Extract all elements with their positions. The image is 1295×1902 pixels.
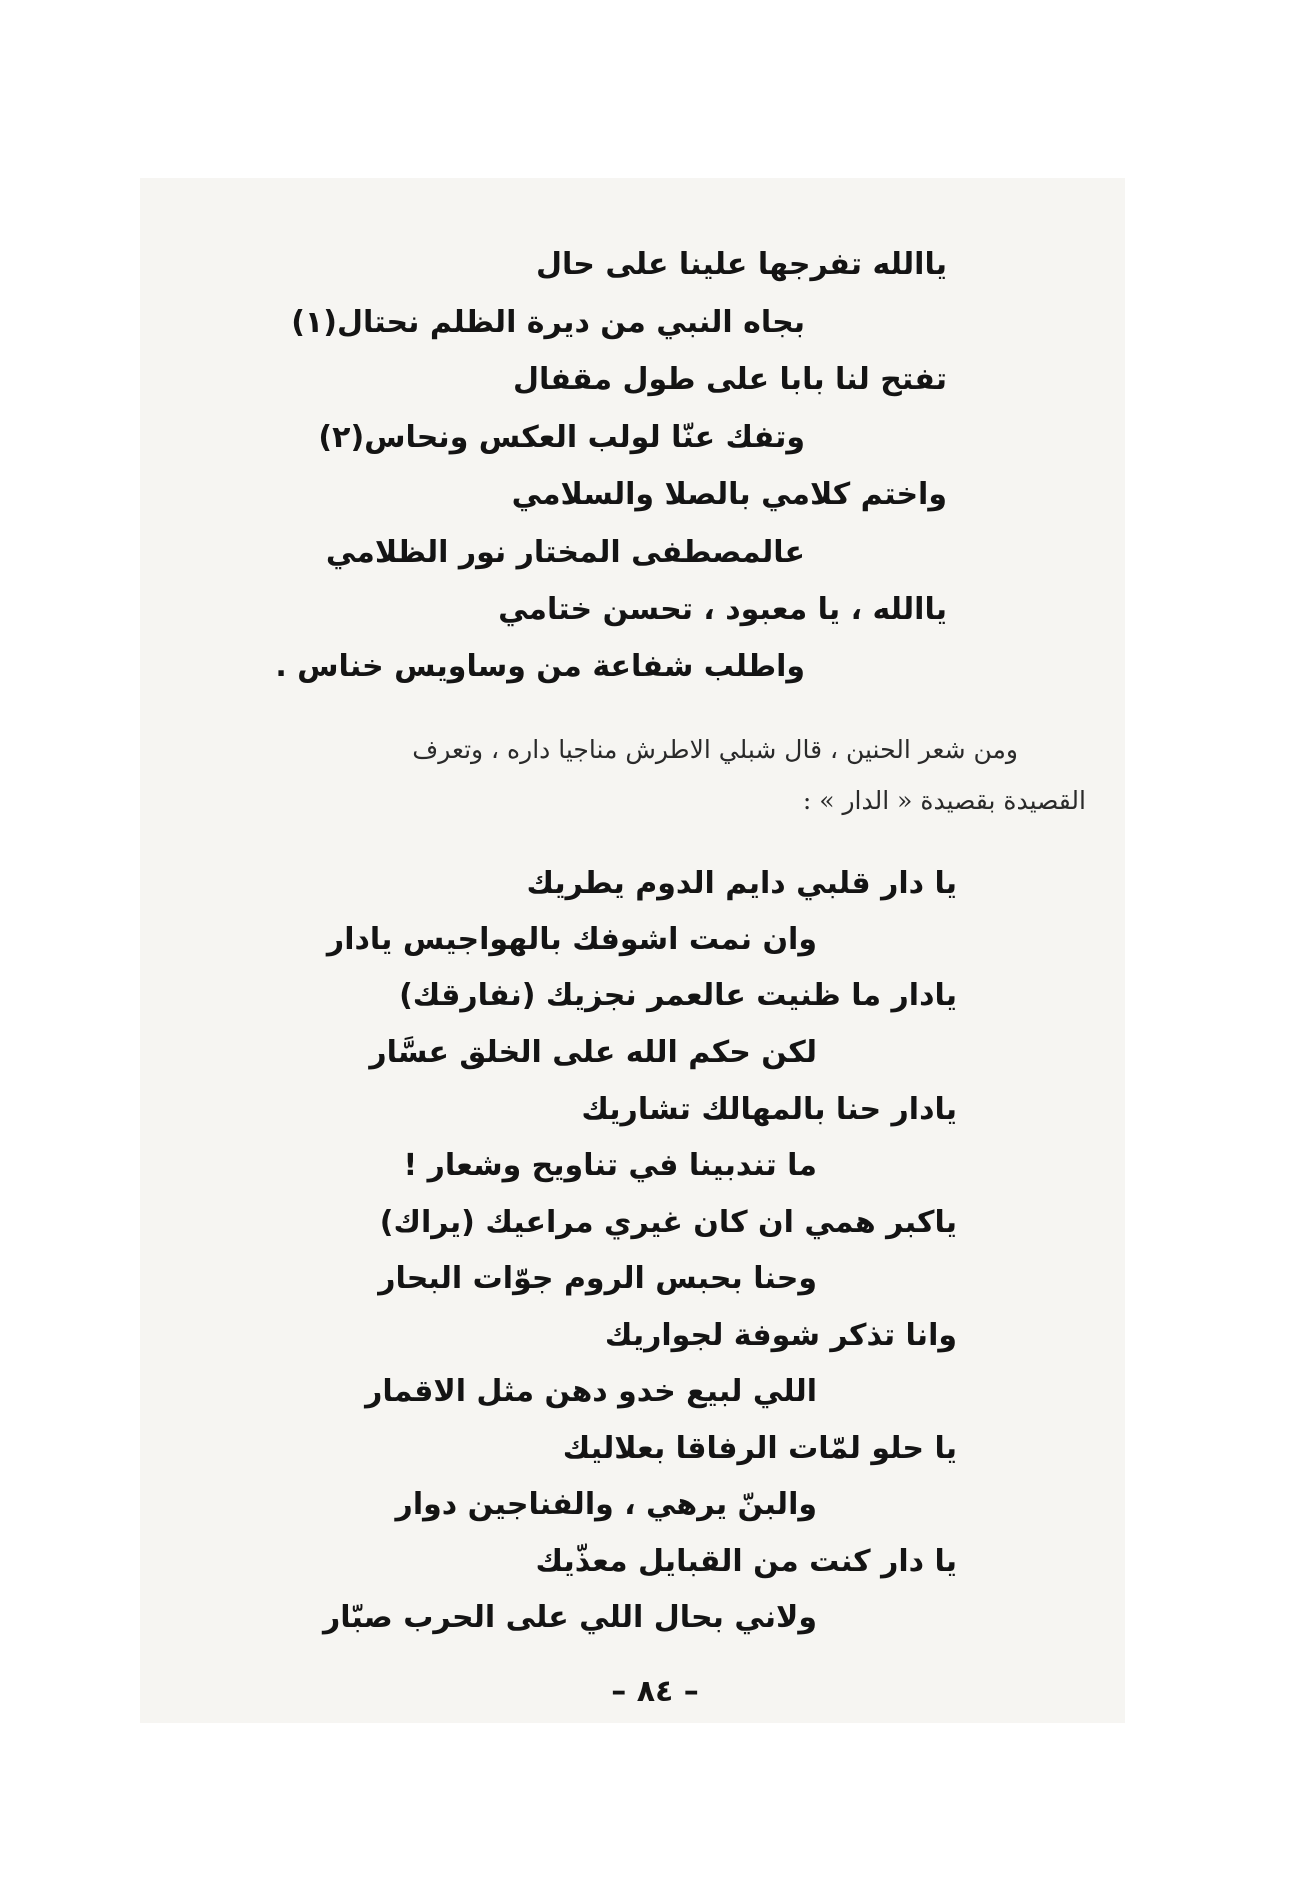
poem-two-line-11: يا حلو لمّات الرفاقا بعلاليك [562, 1431, 957, 1466]
poem-two-line-14: ولاني بحال اللي على الحرب صبّار [323, 1600, 817, 1635]
poem-two-line-10: اللي لبيع خدو دهن مثل الاقمار [365, 1374, 817, 1409]
poem-two-line-4: لكن حكم الله على الخلق عسَّار [369, 1035, 817, 1070]
poem-one-line-3: تفتح لنا بابا على طول مقفال [512, 362, 947, 397]
page-number: – ٨٤ – [611, 1674, 699, 1709]
poem-one-line-8: واطلب شفاعة من وساويس خناس . [275, 649, 805, 684]
poem-two-line-5: يادار حنا بالمهالك تشاريك [581, 1092, 957, 1127]
poem-two-line-9: وانا تذكر شوفة لجواريك [604, 1318, 957, 1353]
intro-line-1: ومن شعر الحنين ، قال شبلي الاطرش مناجيا داره ، وتعرف [412, 735, 1018, 764]
poem-two-line-13: يا دار كنت من القبايل معذّيك [535, 1544, 957, 1579]
poem-two-line-12: والبنّ يرهي ، والفناجين دوار [395, 1487, 817, 1522]
poem-one-line-6: عالمصطفى المختار نور الظلامي [325, 535, 805, 570]
poem-one-line-4: وتفك عنّا لولب العكس ونحاس(٢) [318, 420, 805, 455]
poem-one-line-2: بجاه النبي من ديرة الظلم نحتال(١) [291, 305, 805, 340]
intro-line-2: القصيدة بقصيدة « الدار » : [802, 786, 1086, 815]
poem-two-line-2: وان نمت اشوفك بالهواجيس يادار [326, 922, 817, 957]
poem-two-line-7: ياكبر همي ان كان غيري مراعيك (يراك) [379, 1205, 957, 1240]
poem-two-line-8: وحنا بحبس الروم جوّات البحار [378, 1261, 817, 1296]
poem-two-line-1: يا دار قلبي دايم الدوم يطريك [526, 866, 957, 901]
poem-one-line-1: ياالله تفرجها علينا على حال [535, 247, 947, 282]
poem-two-line-6: ما تندبينا في تناويح وشعار ! [403, 1148, 817, 1183]
poem-one-line-7: ياالله ، يا معبود ، تحسن ختامي [498, 592, 947, 627]
poem-two-line-3: يادار ما ظنيت عالعمر نجزيك (نفارقك) [399, 978, 957, 1013]
poem-one-line-5: واختم كلامي بالصلا والسلامي [511, 477, 947, 512]
